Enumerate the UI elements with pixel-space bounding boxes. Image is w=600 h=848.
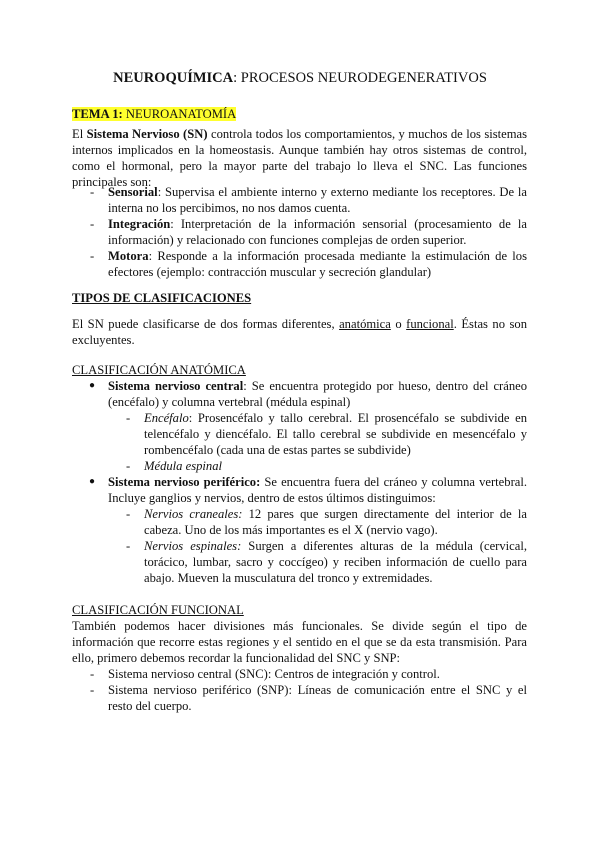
- item-bold: Sensorial: [108, 185, 158, 199]
- sub-text: Surgen a diferentes alturas de la médula (cervical, torácico, lumbar, sacro y coccígeo) y reciben información de cuello para abajo. Mueven la musculatura del tronco y extremidades.: [144, 539, 528, 585]
- funcional-heading: [72, 602, 527, 618]
- sub-italic: Médula espinal: [144, 459, 222, 473]
- intro-text-1: El: [72, 127, 87, 141]
- sub-text: 12 pares que surgen directamente del interior de la cabeza. Uno de los más importantes es el X (nervio vago).: [144, 507, 527, 537]
- item-bold: Integración: [108, 217, 171, 231]
- item-bold: Sistema nervioso central: [108, 379, 244, 393]
- item-text: Se encuentra fuera del cráneo y columna vertebral. Incluye ganglios y nervios, dentro de estos últimos distinguimos:: [108, 475, 527, 505]
- item-text: : Interpretación de la información sensorial (procesamiento de la información) y relacionado con funciones complejas de orden superior.: [108, 217, 527, 247]
- tipos-text-1: El SN puede clasificarse de dos formas diferentes,: [72, 317, 340, 331]
- list-item: [72, 184, 527, 216]
- sub-italic: Nervios craneales:: [144, 507, 243, 521]
- tipos-text-3: . Éstas no son excluyentes.: [72, 317, 528, 347]
- tipos-funcional: funcional: [406, 317, 454, 331]
- funcional-heading-text: CLASIFICACIÓN FUNCIONAL: [72, 603, 244, 617]
- sub-item-craneales: [108, 506, 527, 538]
- intro-text-2: controla todos los comportamientos, y muchos de los sistemas internos implicados en la homeostasis. Aunque también hay otros sistemas de control, como el hormonal, pero la mayor parte del trabajo lo lleva el SNC. Las funciones principales son:: [72, 127, 528, 189]
- funcional-paragraph: [72, 618, 527, 666]
- sub-italic: Nervios espinales:: [144, 539, 242, 553]
- tema-bold: TEMA 1:: [72, 107, 123, 121]
- tema-highlight: [72, 107, 236, 121]
- item-text: : Supervisa el ambiente interno y externo mediante los receptores. De la interna no los percibimos, no nos damos cuenta.: [108, 185, 527, 215]
- tipos-heading: [72, 290, 527, 306]
- anatomica-list: [72, 378, 527, 586]
- list-item-central: [72, 378, 527, 474]
- tema-rest: NEUROANATOMÍA: [122, 107, 237, 121]
- sub-item-espinales: [108, 538, 527, 586]
- item-bold: Motora: [108, 249, 149, 263]
- funcional-text: También podemos hacer divisiones más funcionales. Se divide según el tipo de información que recorre estas regiones y el sentido en el que se da esta transmisión. Para ello, primero debemos recordar la funcionalidad del SNC y SNP:: [72, 619, 527, 665]
- tipos-paragraph: [72, 316, 527, 348]
- title-bold: NEUROQUÍMICA: [113, 70, 234, 86]
- item-text: : Responde a la información procesada mediante la estimulación de los efectores (ejemplo: contracción muscular y secreción glandular): [108, 249, 527, 279]
- list-item: - Sistema nervioso central (SNC): Centros de integración y control.: [72, 666, 527, 682]
- sub-item-medula: [108, 458, 527, 474]
- sub-item-encefalo: [108, 410, 527, 458]
- sub-italic: Encéfalo: [144, 411, 189, 425]
- list-item: - Sistema nervioso periférico (SNP): Líneas de comunicación entre el SNC y el resto del cuerpo.: [72, 682, 527, 714]
- item-bold: Sistema nervioso periférico:: [108, 475, 261, 489]
- funciones-list: [72, 184, 527, 280]
- funcional-list: [72, 666, 527, 714]
- tipos-anatomica: anatómica: [339, 317, 391, 331]
- list-item: [72, 248, 527, 280]
- anatomica-heading-text: CLASIFICACIÓN ANATÓMICA: [72, 363, 246, 377]
- tema-heading: [72, 106, 527, 122]
- list-item-periferico: [72, 474, 527, 586]
- item-text: : Se encuentra protegido por hueso, dentro del cráneo (encéfalo) y columna vertebral (médula espinal): [108, 379, 528, 409]
- sub-text: : Prosencéfalo y tallo cerebral. El prosencéfalo se subdivide en telencéfalo y diencéfalo. El tallo cerebral se subdivide en mesencéfalo y rombencéfalo (cada una de estas partes se subdivide): [144, 411, 527, 457]
- tipos-heading-text: TIPOS DE CLASIFICACIONES: [72, 291, 252, 305]
- document-title: [0, 70, 600, 86]
- anatomica-heading: [72, 362, 527, 378]
- title-rest: : PROCESOS NEURODEGENERATIVOS: [233, 70, 487, 86]
- list-item: [72, 216, 527, 248]
- intro-bold: Sistema Nervioso (SN): [86, 127, 208, 141]
- intro-paragraph: [72, 126, 527, 190]
- tipos-text-2: o: [390, 317, 407, 331]
